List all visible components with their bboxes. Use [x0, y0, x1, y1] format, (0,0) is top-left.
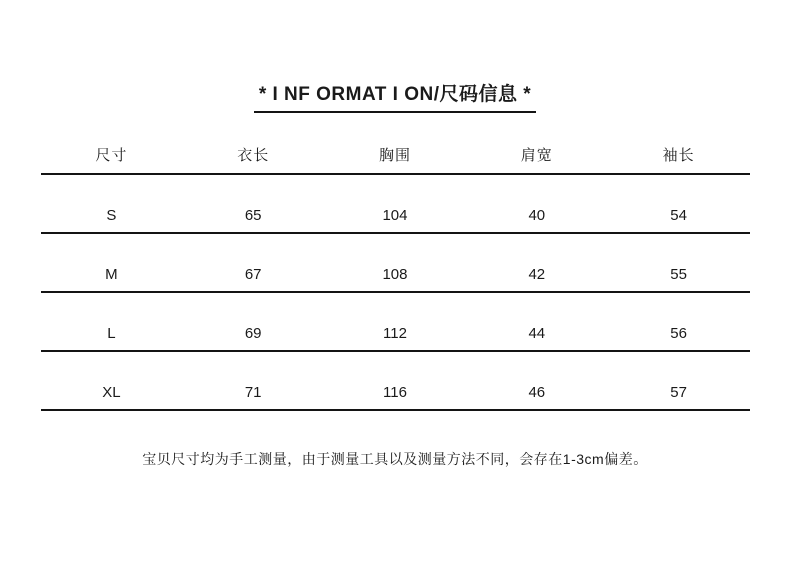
cell-shoulder: 40 [466, 174, 608, 233]
cell-length: 67 [182, 233, 324, 292]
column-header-size: 尺寸 [41, 134, 183, 174]
measurement-disclaimer: 宝贝尺寸均为手工测量，由于测量工具以及测量方法不同，会存在1-3cm偏差。 [142, 450, 648, 467]
cell-bust: 108 [324, 233, 466, 292]
cell-bust: 116 [324, 351, 466, 410]
size-table [41, 134, 750, 411]
column-header-shoulder: 肩宽 [466, 134, 608, 174]
cell-size: S [41, 174, 183, 233]
cell-sleeve: 57 [608, 351, 750, 410]
cell-sleeve: 55 [608, 233, 750, 292]
page-title: * I NF ORMAT I ON/尺码信息 * [254, 84, 536, 113]
cell-size: M [41, 233, 183, 292]
column-header-bust: 胸围 [324, 134, 466, 174]
table-row-m [41, 233, 750, 292]
cell-length: 65 [182, 174, 324, 233]
column-header-length: 衣长 [182, 134, 324, 174]
table-row-xl [41, 351, 750, 410]
cell-length: 69 [182, 292, 324, 351]
table-header-row [41, 134, 750, 174]
title-container [0, 0, 790, 113]
column-header-sleeve: 袖长 [608, 134, 750, 174]
cell-sleeve: 54 [608, 174, 750, 233]
cell-shoulder: 46 [466, 351, 608, 410]
cell-length: 71 [182, 351, 324, 410]
table-row-l [41, 292, 750, 351]
cell-shoulder: 42 [466, 233, 608, 292]
cell-shoulder: 44 [466, 292, 608, 351]
cell-bust: 104 [324, 174, 466, 233]
cell-size: XL [41, 351, 183, 410]
table-row-s [41, 174, 750, 233]
cell-sleeve: 56 [608, 292, 750, 351]
cell-bust: 112 [324, 292, 466, 351]
cell-size: L [41, 292, 183, 351]
